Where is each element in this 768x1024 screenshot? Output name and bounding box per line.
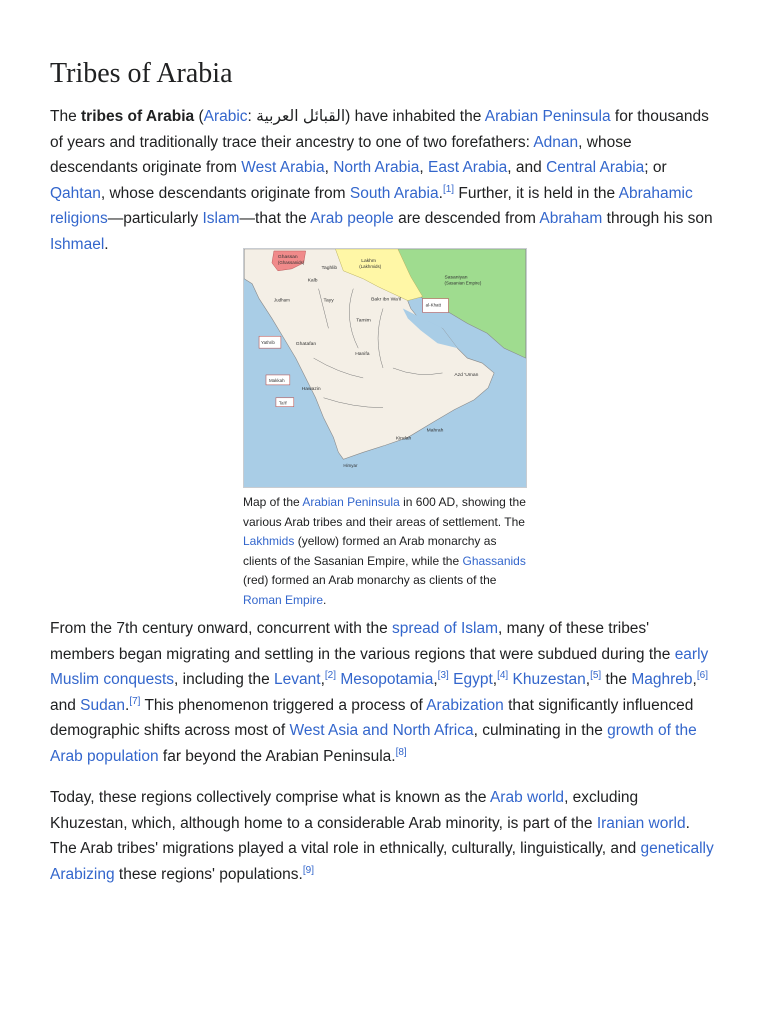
link-maghreb[interactable]: Maghreb [631, 671, 693, 688]
link-growth-arab-population[interactable]: growth of the Arab population [50, 722, 697, 765]
map-label-taghlib: Taghlib [321, 265, 338, 271]
caption-link-lakhmids[interactable]: Lakhmids [243, 534, 295, 548]
link-central-arabia[interactable]: Central Arabia [546, 159, 645, 176]
ref-1[interactable]: [1] [442, 183, 455, 195]
map-label-judham: Judham [273, 297, 290, 303]
map-label-makkah: Makkah [268, 377, 285, 383]
arabia-map-image[interactable] [243, 248, 527, 488]
map-label-hawazin: Hawazin [301, 386, 321, 392]
map-label-taif: Ta'if [278, 400, 287, 406]
caption-link-roman-empire[interactable]: Roman Empire [243, 592, 324, 607]
link-levant[interactable]: Levant [274, 671, 321, 688]
page-title: Tribes of Arabia [50, 58, 233, 89]
link-north-arabia[interactable]: North Arabia [333, 159, 420, 176]
link-sudan[interactable]: Sudan [80, 696, 125, 714]
link-west-asia-north-africa[interactable]: West Asia and North Africa [289, 722, 474, 739]
bold-term: tribes of Arabia [81, 108, 195, 125]
link-south-arabia[interactable]: South Arabia [349, 184, 439, 202]
map-label-bakr: Bakr ibn Wa'il [371, 297, 401, 303]
link-adnan[interactable]: Adnan [533, 133, 579, 151]
map-label-kalb: Kalb [307, 278, 318, 284]
map-label-hanifa: Hanifa [355, 352, 370, 358]
link-iranian-world[interactable]: Iranian world [596, 814, 686, 832]
map-label-kindah: Kindah [395, 436, 412, 442]
link-mesopotamia[interactable]: Mesopotamia [340, 671, 434, 688]
link-genetically-arabizing[interactable]: genetically Arabizing [50, 840, 714, 883]
link-ishmael[interactable]: Ishmael [50, 235, 105, 253]
link-arabization[interactable]: Arabization [426, 696, 504, 714]
caption-link-sasanian-empire[interactable]: Sasanian Empire [313, 553, 406, 568]
map-label-tamim: Tamim [356, 318, 371, 324]
link-arabic[interactable]: Arabic [203, 108, 248, 125]
ref-3[interactable]: [3] [437, 669, 449, 681]
ref-4[interactable]: [4] [497, 669, 509, 681]
map-label-ghatafan: Ghatafan [295, 342, 317, 348]
map-label-azd: Azd 'Uman [454, 372, 479, 378]
map-label-ghassanids: (Ghassanids) [277, 259, 305, 265]
link-east-arabia[interactable]: East Arabia [428, 159, 508, 176]
map-label-ghassan: Ghassan [277, 254, 298, 260]
today-paragraph: Today, these regions collectively comprise what is known as the Arab world, excluding Khuzestan, which, although home to a considerable Arab minority, is part of the Iranian world. The Arab tribes' migrations played a vital role in ethnically, culturally, linguistically, and genetically Arabizing these regions' populations.[9] [50, 789, 714, 883]
map-label-lakhm: Lakhm [361, 258, 377, 264]
arabic-name: القبائل العربية [256, 108, 346, 125]
map-caption: Map of the Arabian Peninsula in 600 AD, showing the various Arab tribes and their areas of settlement. The Lakhmids (yellow) formed an Arab monarchy as clients of the Sasanian Empire, while the Ghassanids (red) formed an Arab monarchy as clients of the Roman Empire. [243, 495, 526, 607]
ref-6[interactable]: [6] [696, 669, 708, 681]
link-arabian-peninsula[interactable]: Arabian Peninsula [484, 108, 611, 125]
ref-2[interactable]: [2] [324, 669, 336, 681]
map-label-tayy: Tayy [323, 298, 334, 304]
ref-7[interactable]: [7] [129, 695, 141, 707]
link-arab-world[interactable]: Arab world [489, 789, 565, 806]
link-qahtan[interactable]: Qahtan [50, 184, 101, 202]
map-label-lakhmids: (Lakhmids) [359, 263, 382, 269]
map-label-yathrib: Yathrib [261, 340, 275, 346]
link-abraham[interactable]: Abraham [539, 210, 603, 227]
map-label-sasaniyan: Sasaniyan [444, 275, 468, 281]
map-label-himyar: Himyar [343, 463, 358, 469]
intro-paragraph: The tribes of Arabia (Arabic: القبائل العربية) have inhabited the Arabian Peninsula for thousands of years and traditionally trace their ancestry to one of two forefathers: Adnan, whose descendants originate from West Arabia, North Arabia, East Arabia, and Central Arabia; or Qahtan, whose descendants originate from South Arabia.[1] Further, it is held in the Abrahamic religions—particularly Islam—that the Arab people are descended from Abraham through his son Ishmael. [50, 108, 713, 253]
link-abrahamic-religions[interactable]: Abrahamic religions [50, 184, 693, 227]
link-islam[interactable]: Islam [202, 210, 240, 227]
link-west-arabia[interactable]: West Arabia [241, 159, 325, 176]
map-label-alkhatt: al-Khatt [425, 302, 442, 308]
map-label-sasanian: (Sasanian Empire) [444, 280, 482, 286]
map-figure [243, 248, 527, 610]
caption-link-arabian-peninsula[interactable]: Arabian Peninsula [302, 495, 400, 509]
ref-8[interactable]: [8] [395, 746, 407, 758]
map-label-mahrah: Mahrah [426, 428, 444, 434]
caption-link-ghassanids[interactable]: Ghassanids [462, 553, 526, 568]
link-egypt[interactable]: Egypt [453, 671, 493, 688]
ref-9[interactable]: [9] [302, 864, 314, 876]
ref-5[interactable]: [5] [590, 669, 602, 681]
link-early-muslim-conquests[interactable]: early Muslim conquests [50, 645, 709, 688]
link-khuzestan[interactable]: Khuzestan [512, 671, 586, 688]
link-spread-of-islam[interactable]: spread of Islam [392, 620, 498, 637]
link-arab-people[interactable]: Arab people [310, 210, 394, 227]
migration-paragraph: From the 7th century onward, concurrent with the spread of Islam, many of these tribes' members began migrating and settling in the various regions that were subdued during the early Muslim conquests, including the Levant,[2] Mesopotamia,[3] Egypt,[4] Khuzestan,[5] the Maghreb,[6] and Sudan.[7] This phenomenon triggered a process of Arabization that significantly influenced demographic shifts across most of West Asia and North Africa, culminating in the growth of the Arab population far beyond the Arabian Peninsula.[8] [50, 620, 709, 765]
